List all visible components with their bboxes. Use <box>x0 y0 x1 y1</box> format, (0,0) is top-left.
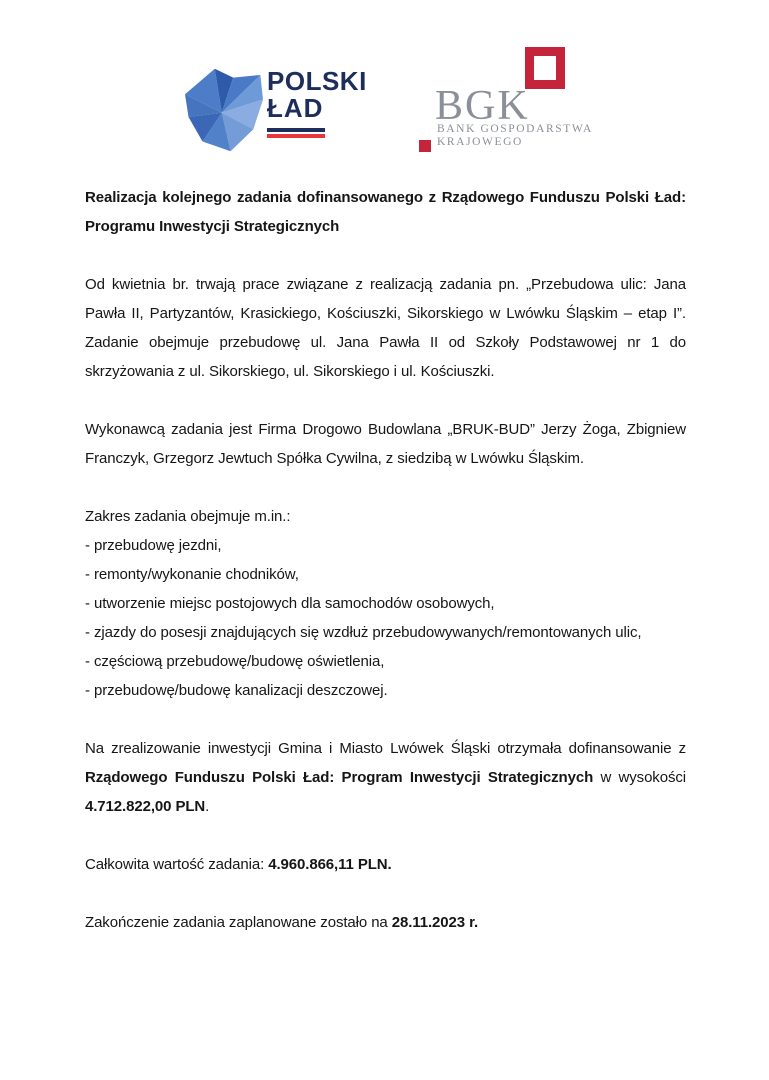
paragraph: - remonty/wykonanie chodników, <box>85 566 299 583</box>
polski-lad-wordmark <box>267 68 367 138</box>
bgk-subtitle-line1: BANK GOSPODARSTWA <box>437 123 593 135</box>
polski-lad-title-line2: ŁAD <box>267 93 324 123</box>
document-title: Realizacja kolejnego zadania dofinansowanego z Rządowego Funduszu Polski Ład: Programu Inwestycji Strategicznych <box>85 189 686 235</box>
document-body <box>85 183 686 937</box>
poland-map-icon <box>185 66 263 154</box>
paragraph: - częściową przebudowę/budowę oświetlenia, <box>85 653 385 670</box>
polski-lad-underline-red <box>267 134 325 138</box>
bgk-subtitle-line2: KRAJOWEGO <box>437 136 523 148</box>
polski-lad-title-line1: POLSKI <box>267 66 367 96</box>
paragraph: Całkowita wartość zadania: 4.960.866,11 PLN. <box>85 856 392 873</box>
paragraph: Na zrealizowanie inwestycji Gmina i Miasto Lwówek Śląski otrzymała dofinansowanie z Rządowego Funduszu Polski Ład: Program Inwestycji Strategicznych w wysokości 4.712.822,00 PLN. <box>85 740 686 815</box>
bgk-red-square-outline-icon <box>525 47 565 89</box>
paragraph: - zjazdy do posesji znajdujących się wzdłuż przebudowywanych/remontowanych ulic, <box>85 624 642 641</box>
paragraph: - utworzenie miejsc postojowych dla samochodów osobowych, <box>85 595 495 612</box>
paragraph: Zakres zadania obejmuje m.in.: <box>85 508 291 525</box>
paragraph: - przebudowę jezdni, <box>85 537 222 554</box>
polski-lad-logo <box>185 62 367 157</box>
paragraph: Wykonawcą zadania jest Firma Drogowo Budowlana „BRUK-BUD” Jerzy Żoga, Zbigniew Franczyk, Grzegorz Jewtuch Spółka Cywilna, z siedzibą w Lwówku Śląskim. <box>85 421 686 467</box>
paragraph: Od kwietnia br. trwają prace związane z realizacją zadania pn. „Przebudowa ulic: Jana Pawła II, Partyzantów, Krasickiego, Kościuszki, Sikorskiego w Lwówku Śląskim – etap I”. Zadanie obejmuje przebudowę ul. Jana Pawła II od Szkoły Podstawowej nr 1 do skrzyżowania z ul. Sikorskiego, ul. Sikorskiego i ul. Kościuszki. <box>85 276 686 380</box>
bgk-logo <box>419 45 594 157</box>
paragraph: - przebudowę/budowę kanalizacji deszczowej. <box>85 682 388 699</box>
header <box>0 0 769 175</box>
bgk-acronym: BGK <box>435 83 530 129</box>
polski-lad-underline-navy <box>267 128 325 132</box>
bgk-red-square-small-icon <box>419 140 431 152</box>
paragraph: Zakończenie zadania zaplanowane zostało na 28.11.2023 r. <box>85 914 479 931</box>
